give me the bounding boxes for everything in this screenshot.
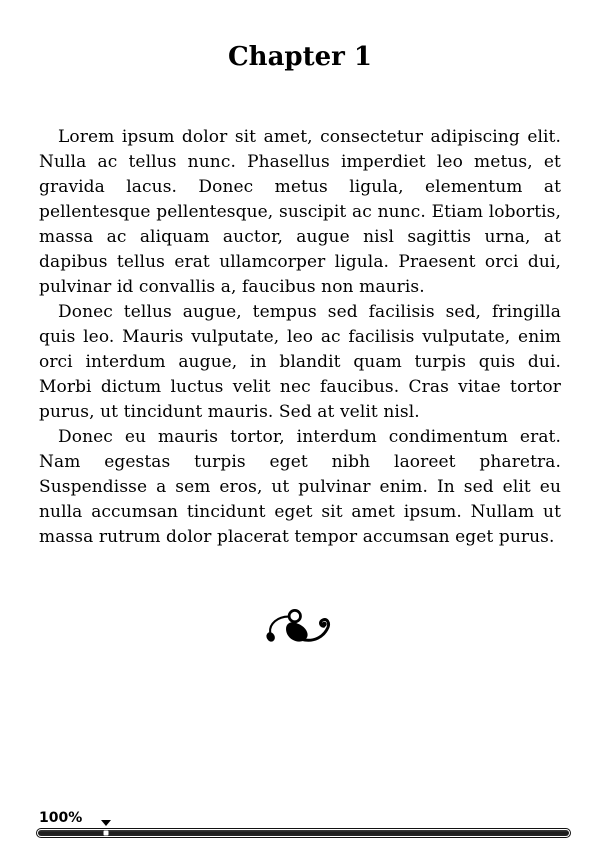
paragraph-1: Lorem ipsum dolor sit amet, consectetur adipiscing elit. Nulla ac tellus nunc. Phasellus imperdiet leo metus, et gravida lacus. Donec metus ligula, elementum at pellentesque pellentesque, suscipit ac nunc. Etiam lobortis, massa ac aliquam auctor, augue nisl sagittis urna, at dapibus tellus erat ullamcorper ligula. Praesent orci dui, pulvinar id convallis a, faucibus non mauris. <box>39 127 561 297</box>
progress-fill <box>38 830 569 836</box>
chapter-title: Chapter 1 <box>227 42 372 72</box>
chapter-text <box>39 125 561 550</box>
ebook-reader <box>0 42 600 842</box>
position-notch <box>103 831 108 836</box>
flourish-icon <box>255 598 345 655</box>
progress-slider[interactable] <box>36 828 571 838</box>
progress-percent-label: 100% <box>39 810 83 826</box>
paragraph-2: Donec tellus augue, tempus sed facilisis sed, fringilla quis leo. Mauris vulputate, leo ac facilisis vulputate, enim orci interdum augue, in blandit quam turpis quis dui. Morbi dictum luctus velit nec faucibus. Cras vitae tortor purus, ut tincidunt mauris. Sed at velit nisl. <box>39 302 561 422</box>
reader-page <box>0 42 600 659</box>
paragraph-3: Donec eu mauris tortor, interdum condimentum erat. Nam egestas turpis eget nibh laoreet pharetra. Suspendisse a sem eros, ut pulvinar enim. In sed elit eu nulla accumsan tincidunt eget sit amet ipsum. Nullam ut massa rutrum dolor placerat tempor accumsan eget purus. <box>39 427 561 547</box>
position-marker-icon[interactable] <box>101 820 111 826</box>
flourish-ornament <box>0 598 600 659</box>
